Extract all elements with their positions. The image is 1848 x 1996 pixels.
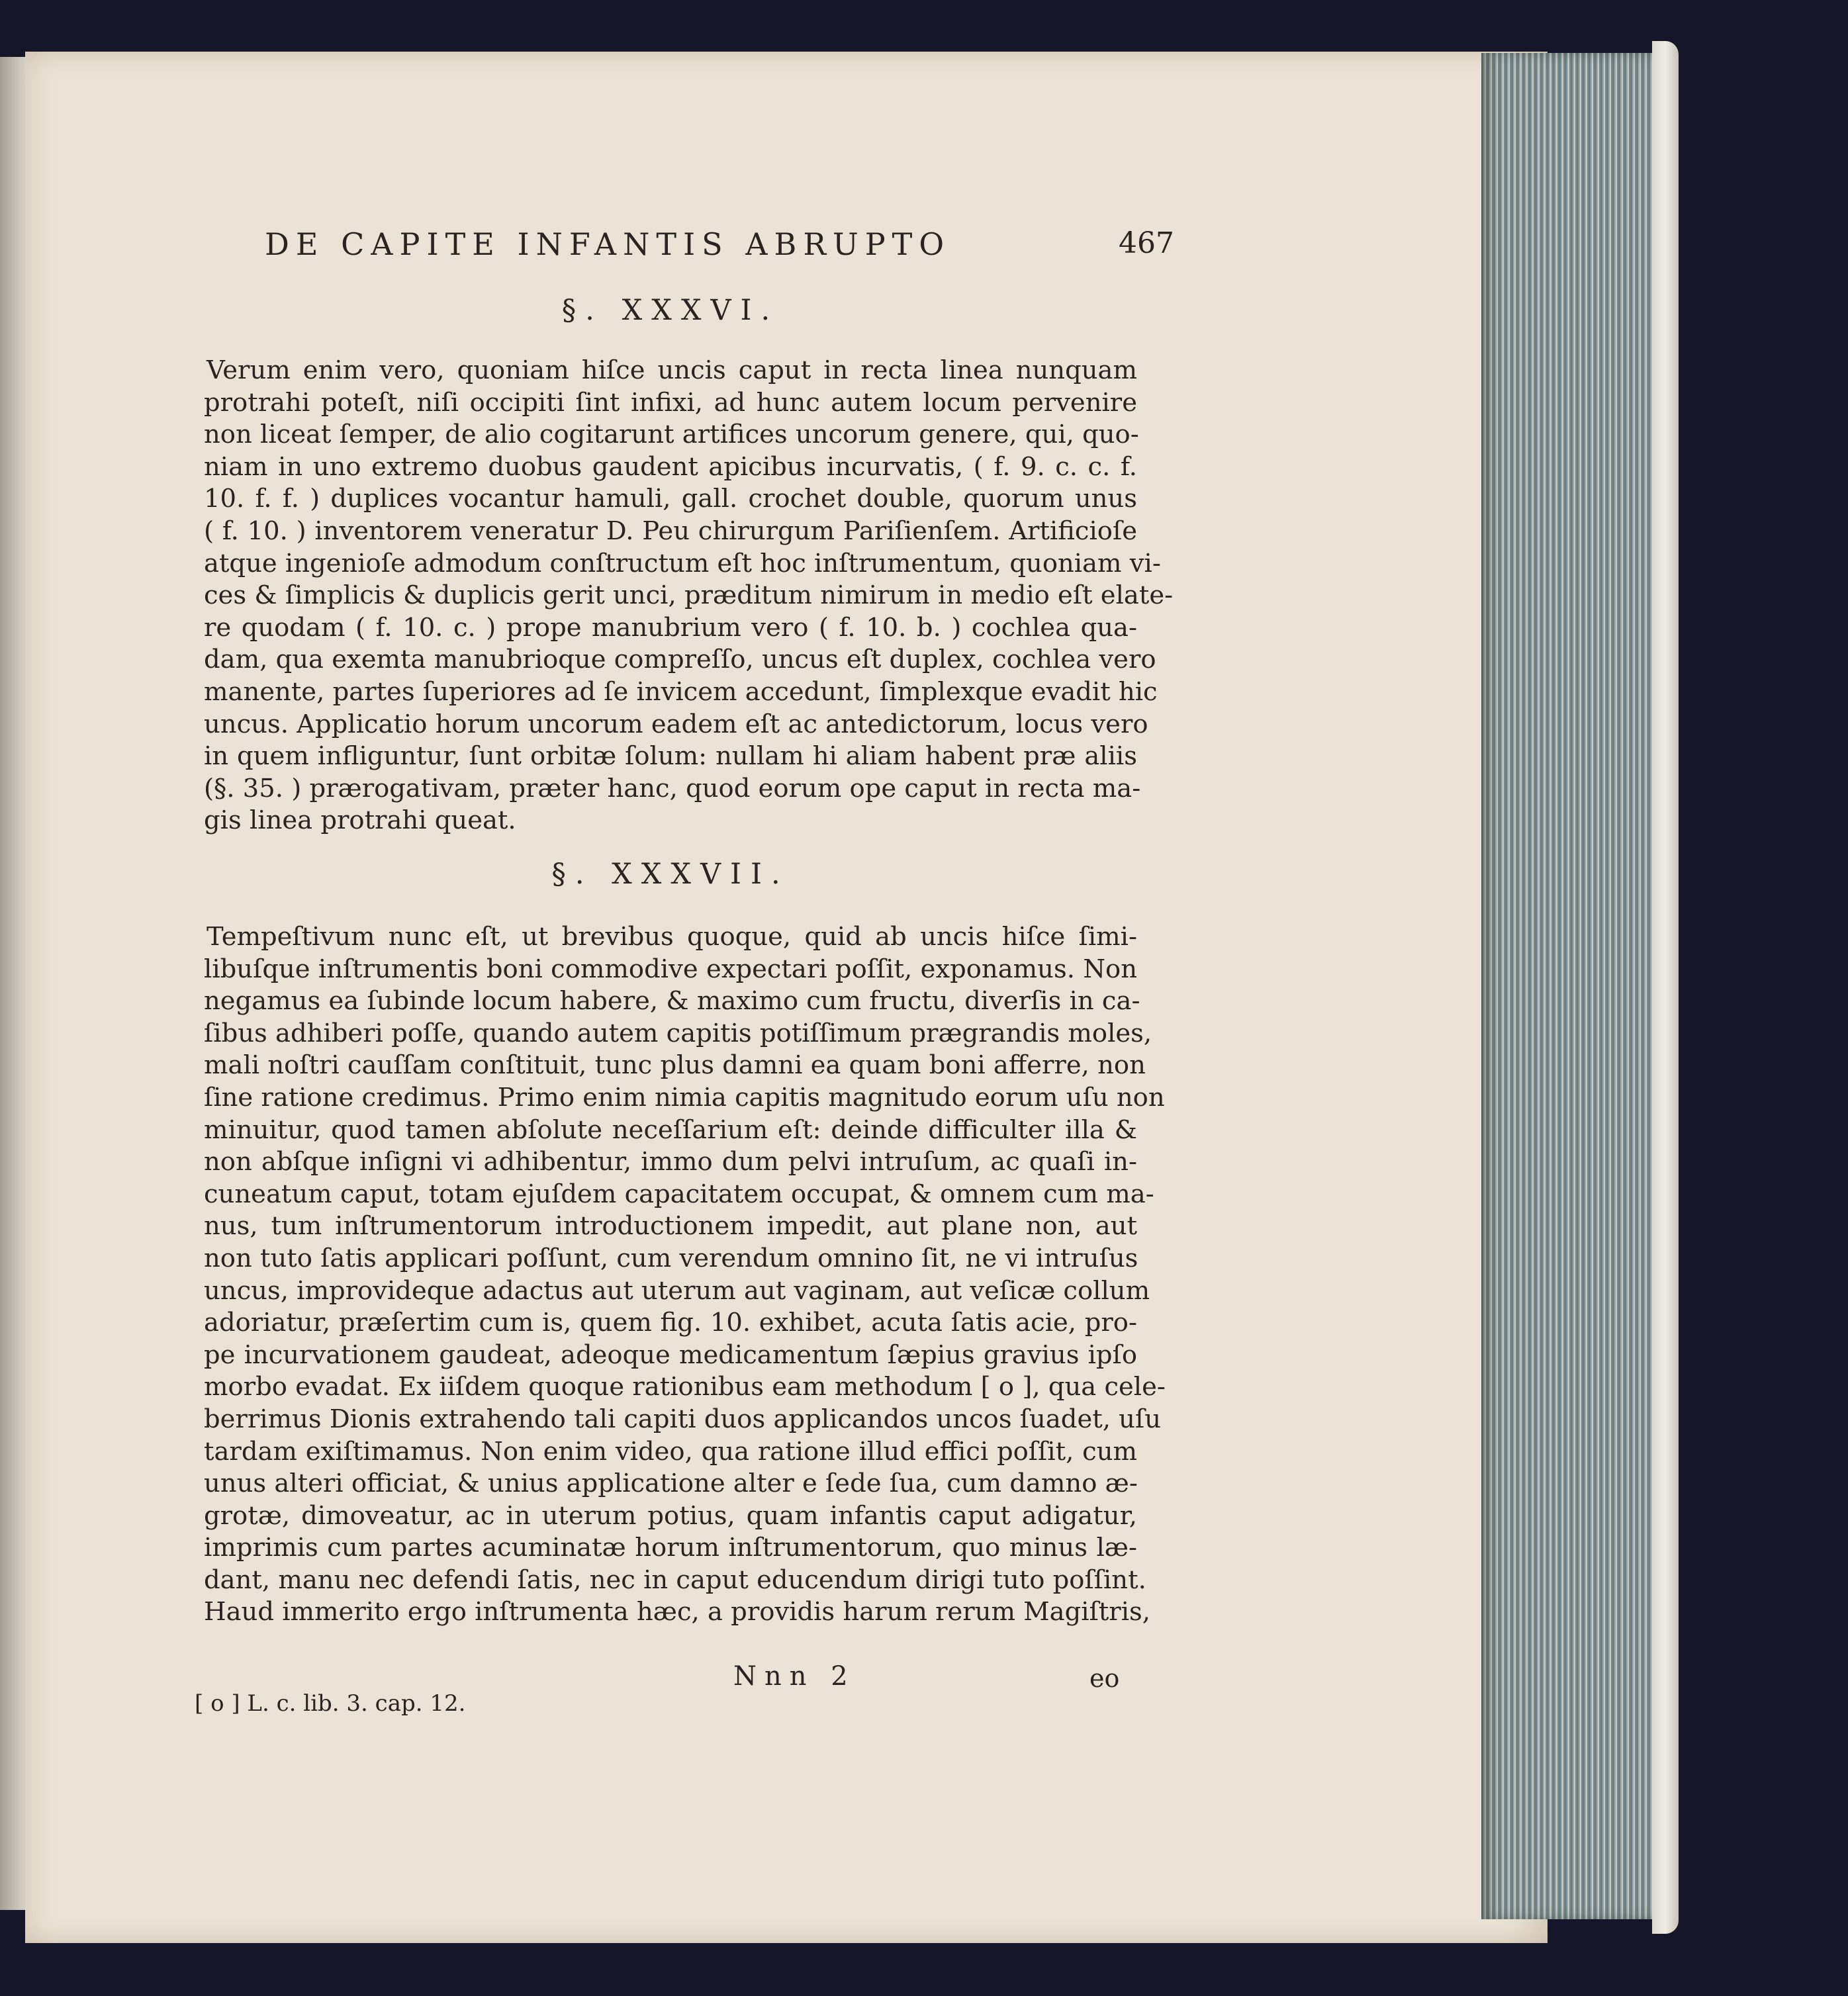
text-line: Tempeſtivum nunc eſt, ut brevibus quoque, quid ab uncis hiſce ſimi- (207, 922, 1137, 952)
text-line: (§. 35. ) prærogativam, præter hanc, quod eorum ope caput in recta ma- (204, 773, 1141, 803)
text-line: tardam exiſtimamus. Non enim video, qua ratione illud effici poſſit, cum (204, 1436, 1137, 1467)
text-line: uncus. Applicatio horum uncorum eadem eſt ac antedictorum, locus vero (204, 709, 1148, 739)
running-head-title: DE CAPITE INFANTIS ABRUPTO (265, 226, 951, 262)
text-line: gis linea protrahi queat. (204, 805, 516, 836)
section-heading-xxxvi: §. XXXVI. (561, 294, 780, 327)
fore-edge-pages (1481, 53, 1655, 1919)
text-line: ( f. 10. ) inventorem veneratur D. Peu chirurgum Pariſienſem. Artificioſe (204, 516, 1137, 546)
text-line: nus, tum inſtrumentorum introductionem impedit, aut plane non, aut (204, 1211, 1137, 1242)
footnote: [ o ] L. c. lib. 3. cap. 12. (195, 1690, 466, 1717)
page-number: 467 (1119, 226, 1174, 260)
text-line: non liceat ſemper, de alio cogitarunt artifices uncorum genere, qui, quo- (204, 420, 1139, 450)
text-line: imprimis cum partes acuminatæ horum inſtrumentorum, quo minus læ- (204, 1533, 1137, 1563)
text-line: pe incurvationem gaudeat, adeoque medicamentum ſæpius gravius ipſo (204, 1339, 1137, 1370)
text-line: ces & ſimplicis & duplicis gerit unci, præditum nimirum in medio eſt elate- (204, 580, 1174, 611)
running-head (265, 226, 1174, 262)
text-line: morbo evadat. Ex iiſdem quoque rationibus eam methodum [ o ], qua cele- (204, 1372, 1166, 1402)
section-xxxvii-text (204, 921, 1166, 1629)
text-line: negamus ea ſubinde locum habere, & maximo cum fructu, diverſis in ca- (204, 986, 1140, 1017)
text-line: dant, manu nec defendi ſatis, nec in caput educendum dirigi tuto poſſint. (204, 1565, 1146, 1595)
text-line: unus alteri officiat, & unius applicatione alter e ſede ſua, cum damno æ- (204, 1469, 1138, 1499)
section-heading-xxxvii: §. XXXVII. (551, 858, 790, 891)
text-line: Verum enim vero, quoniam hiſce uncis caput in recta linea nunquam (207, 355, 1137, 385)
text-line: atque ingenioſe admodum conſtructum eſt hoc inſtrumentum, quoniam vi- (204, 548, 1161, 578)
signature-mark: Nnn 2 (733, 1661, 856, 1692)
text-line: cuneatum caput, totam ejuſdem capacitatem occupat, & omnem cum ma- (204, 1179, 1154, 1209)
text-line: ſibus adhiberi poſſe, quando autem capitis potiſſimum prægrandis moles, (204, 1018, 1152, 1048)
text-line: Haud immerito ergo inſtrumenta hæc, a providis harum rerum Magiſtris, (204, 1597, 1151, 1627)
text-line: uncus, improvideque adactus aut uterum aut vaginam, aut veſicæ collum (204, 1275, 1150, 1306)
text-line: manente, partes ſuperiores ad ſe invicem accedunt, ſimplexque evadit hic (204, 676, 1158, 707)
text-line: libuſque inſtrumentis boni commodive expectari poſſit, exponamus. Non (204, 954, 1137, 984)
text-line: ſine ratione credimus. Primo enim nimia capitis magnitudo eorum uſu non (204, 1082, 1165, 1112)
text-line: dam, qua exemta manubrioque compreſſo, uncus eſt duplex, cochlea vero (204, 645, 1156, 675)
text-line: 10. f. f. ) duplices vocantur hamuli, gall. crochet double, quorum unus (204, 484, 1137, 514)
text-line: in quem infliguntur, ſunt orbitæ ſolum: nullam hi aliam habent præ aliis (204, 741, 1137, 772)
text-line: adoriatur, præſertim cum is, quem fig. 10. exhibet, acuta ſatis acie, pro- (204, 1308, 1137, 1338)
text-line: re quodam ( f. 10. c. ) prope manubrium vero ( f. 10. b. ) cochlea qua- (204, 612, 1137, 643)
text-line: non tuto ſatis applicari poſſunt, cum verendum omnino ſit, ne vi intruſus (204, 1243, 1138, 1273)
text-line: niam in uno extremo duobus gaudent apicibus incurvatis, ( f. 9. c. c. f. (204, 451, 1137, 482)
text-line: non abſque inſigni vi adhibentur, immo dum pelvi intruſum, ac quaſi in- (204, 1147, 1137, 1177)
book-cover-edge (1652, 41, 1679, 1934)
text-line: protrahi poteſt, niſi occipiti ſint infixi, ad hunc autem locum pervenire (204, 387, 1137, 418)
catchword: eo (1089, 1664, 1120, 1693)
text-line: minuitur, quod tamen abſolute neceſſarium eſt: deinde difficulter illa & (204, 1114, 1137, 1145)
book-page (25, 52, 1548, 1943)
section-xxxvi-text (204, 355, 1174, 837)
text-line: mali noſtri cauſſam conſtituit, tunc plus damni ea quam boni afferre, non (204, 1050, 1146, 1081)
text-line: grotæ, dimoveatur, ac in uterum potius, quam infantis caput adigatur, (204, 1500, 1137, 1531)
text-line: berrimus Dionis extrahendo tali capiti duos applicandos uncos ſuadet, uſu (204, 1404, 1162, 1434)
